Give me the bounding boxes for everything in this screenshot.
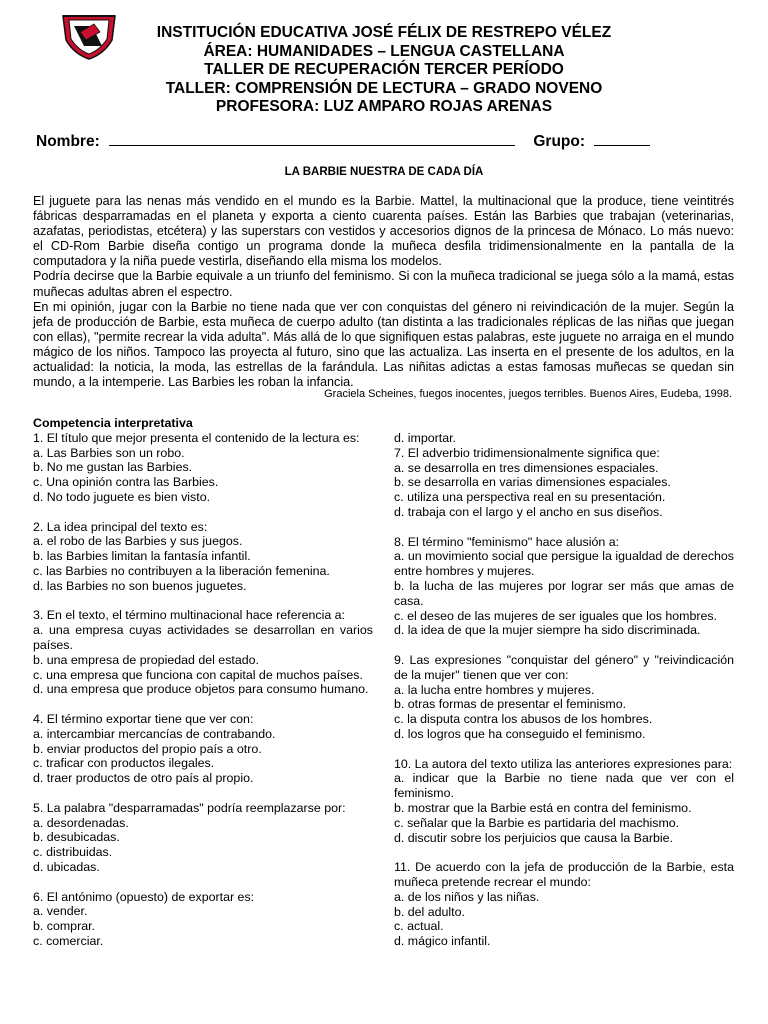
question-option: c. comerciar. — [33, 933, 104, 948]
question-option: a. una empresa cuyas actividades se desarrollan en varios países. — [33, 623, 373, 652]
question-stem: 10. La autora del texto utiliza las anteriores expresiones para: — [394, 756, 733, 771]
questions-left-column — [33, 416, 373, 963]
question-option: a. el robo de las Barbies y sus juegos. — [33, 534, 243, 549]
reading-paragraph: En mi opinión, jugar con la Barbie no tiene nada que ver con conquistas del género ni reivindicación de la mujer. Según la jefa de producción de Barbie, esta muñeca de cuerpo adulto (tan distinta a las tradicionales réplicas de las niñas que juegan con ellas), "permite recrear la vida adulta". Más allá de lo que signifiquen estas palabras, este juguete no arraiga en el mundo mágico de los niños. Tampoco las proyecta al futuro, sino que las actualiza. Las inserta en el presente de los adultos, en la actualidad: la noticia, la moda, las estrellas de la farándula. Las niñitas adictas a estas famosas muñecas se quedan sin mundo, a la intemperie. Las Barbies les roban la infancia. — [33, 299, 734, 390]
question-stem: 11. De acuerdo con la jefa de producción de la Barbie, esta muñeca pretende recrear el mundo: — [394, 860, 734, 889]
header-line-institution: INSTITUCIÓN EDUCATIVA JOSÉ FÉLIX DE RESTREPO VÉLEZ — [156, 24, 612, 41]
question-option: a. indicar que la Barbie no tiene nada que ver con el feminismo. — [394, 771, 734, 801]
question-block — [394, 446, 734, 520]
header-line-workshop: TALLER DE RECUPERACIÓN TERCER PERÍODO — [204, 61, 564, 78]
question-block — [33, 520, 373, 594]
question-stem: 8. El término "feminismo" hace alusión a: — [394, 534, 620, 549]
question-option: a. Las Barbies son un robo. — [33, 445, 185, 460]
question-option: d. las Barbies no son buenos juguetes. — [33, 578, 247, 593]
reading-paragraph: Podría decirse que la Barbie equivale a un triunfo del feminismo. Si con la muñeca tradicional se juega sólo a la mamá, estas muñecas adultas abren el espectro. — [33, 269, 734, 299]
question-option: b. la lucha de las mujeres por lograr ser más que amas de casa. — [394, 578, 734, 608]
header-line-teacher: PROFESORA: LUZ AMPARO ROJAS ARENAS — [215, 98, 553, 115]
name-label: Nombre: — [36, 133, 100, 150]
questions-right-column — [394, 431, 734, 964]
question-option: c. señalar que la Barbie es partidaria del machismo. — [394, 815, 680, 830]
question-block — [394, 757, 734, 846]
question-option: d. No todo juguete es bien visto. — [33, 489, 211, 504]
header-line-area: ÁREA: HUMANIDADES – LENGUA CASTELLANA — [203, 42, 565, 60]
question-option: d. trabaja con el largo y el ancho en sus diseños. — [394, 504, 663, 519]
question-option: b. del adulto. — [394, 904, 465, 919]
question-option: b. se desarrolla en varias dimensiones espaciales. — [394, 475, 671, 490]
question-option: d. traer productos de otro país al propio. — [33, 771, 254, 786]
question-option: d. mágico infantil. — [394, 934, 491, 949]
document-header — [100, 24, 668, 117]
question-stem: 5. La palabra "desparramadas" podría reemplazarse por: — [33, 800, 346, 815]
question-stem: 7. El adverbio tridimensionalmente significa que: — [394, 445, 660, 460]
question-option: a. se desarrolla en tres dimensiones espaciales. — [394, 460, 659, 475]
question-option: c. la disputa contra los abusos de los hombres. — [394, 712, 653, 727]
question-stem: 4. El término exportar tiene que ver con: — [33, 711, 254, 726]
question-option: c. una empresa que funciona con capital de muchos países. — [33, 667, 363, 682]
question-option: b. las Barbies limitan la fantasía infantil. — [33, 549, 251, 564]
question-option: b. comprar. — [33, 919, 95, 934]
question-stem: 3. En el texto, el término multinacional hace referencia a: — [33, 608, 345, 623]
question-block — [33, 890, 373, 949]
question-block — [33, 608, 373, 697]
reading-paragraph: El juguete para las nenas más vendido en el mundo es la Barbie. Mattel, la multinacional que la produce, tiene veintitrés fábricas desparramadas en el planeta y exporta a ciento cuarenta países. Están las Barbies que trabajan (veterinarias, azafatas, periodistas, etcétera) y las superstars con vestidos y accesorios dignos de la princesa de Mónaco. Lo más nuevo: el CD-Rom Barbie diseña contigo un programa donde la muñeca desfila tridimensionalmente en la pantalla de la computadora y la niña puede vestirla, diseñando ella misma los modelos. — [33, 194, 734, 269]
question-stem: 1. El título que mejor presenta el contenido de la lectura es: — [33, 430, 360, 445]
question-option: c. utiliza una perspectiva real en su presentación. — [394, 490, 666, 505]
question-option: a. vender. — [33, 904, 88, 919]
question-option: b. desubicadas. — [33, 830, 120, 845]
question-stem: 2. La idea principal del texto es: — [33, 519, 208, 534]
question-option: d. importar. — [394, 431, 456, 445]
question-option: d. los logros que ha conseguido el feminismo. — [394, 726, 646, 741]
question-block — [33, 712, 373, 786]
question-option: d. la idea de que la mujer siempre ha sido discriminada. — [394, 623, 701, 638]
question-block — [394, 653, 734, 742]
question-option: a. un movimiento social que persigue la igualdad de derechos entre hombres y mujeres. — [394, 549, 734, 579]
question-option: a. la lucha entre hombres y mujeres. — [394, 682, 595, 697]
question-option: b. una empresa de propiedad del estado. — [33, 652, 259, 667]
question-option: a. de los niños y las niñas. — [394, 889, 540, 904]
group-label: Grupo: — [533, 133, 586, 150]
question-option: b. mostrar que la Barbie está en contra del feminismo. — [394, 800, 692, 815]
group-field[interactable] — [594, 132, 650, 146]
question-stem: 6. El antónimo (opuesto) de exportar es: — [33, 889, 255, 904]
question-option: b. otras formas de presentar el feminismo. — [394, 697, 627, 712]
question-option: c. traficar con productos ilegales. — [33, 756, 215, 771]
question-option: d. una empresa que produce objetos para consumo humano. — [33, 682, 369, 697]
question-option: c. Una opinión contra las Barbies. — [33, 475, 219, 490]
header-line-workshop-topic: TALLER: COMPRENSIÓN DE LECTURA – GRADO NOVENO — [165, 79, 603, 97]
question-block — [33, 801, 373, 875]
question-block — [394, 860, 734, 949]
question-option: a. desordenadas. — [33, 815, 129, 830]
reading-title: LA BARBIE NUESTRA DE CADA DÍA — [284, 166, 484, 178]
question-option: c. las Barbies no contribuyen a la liberación femenina. — [33, 563, 330, 578]
name-field[interactable] — [109, 132, 515, 146]
question-option: b. enviar productos del propio país a otro. — [33, 741, 262, 756]
question-option: c. el deseo de las mujeres de ser iguales que los hombres. — [394, 608, 718, 623]
question-option: a. intercambiar mercancías de contrabando. — [33, 726, 276, 741]
reading-source: Graciela Scheines, fuegos inocentes, juegos terribles. Buenos Aires, Eudeba, 1998. — [324, 388, 732, 400]
question-option: c. actual. — [394, 919, 444, 934]
question-option: d. discutir sobre los perjuicios que causa la Barbie. — [394, 830, 673, 845]
question-option: b. No me gustan las Barbies. — [33, 460, 193, 475]
section-title: Competencia interpretativa — [33, 416, 193, 430]
question-option: d. ubicadas. — [33, 859, 100, 874]
student-info-row — [36, 132, 736, 151]
question-block — [33, 431, 373, 505]
question-stem: 9. Las expresiones "conquistar del género" y "reivindicación de la mujer" tienen que ver con: — [394, 652, 734, 682]
reading-text — [33, 194, 734, 390]
question-block — [394, 535, 734, 639]
question-option: c. distribuidas. — [33, 845, 113, 860]
